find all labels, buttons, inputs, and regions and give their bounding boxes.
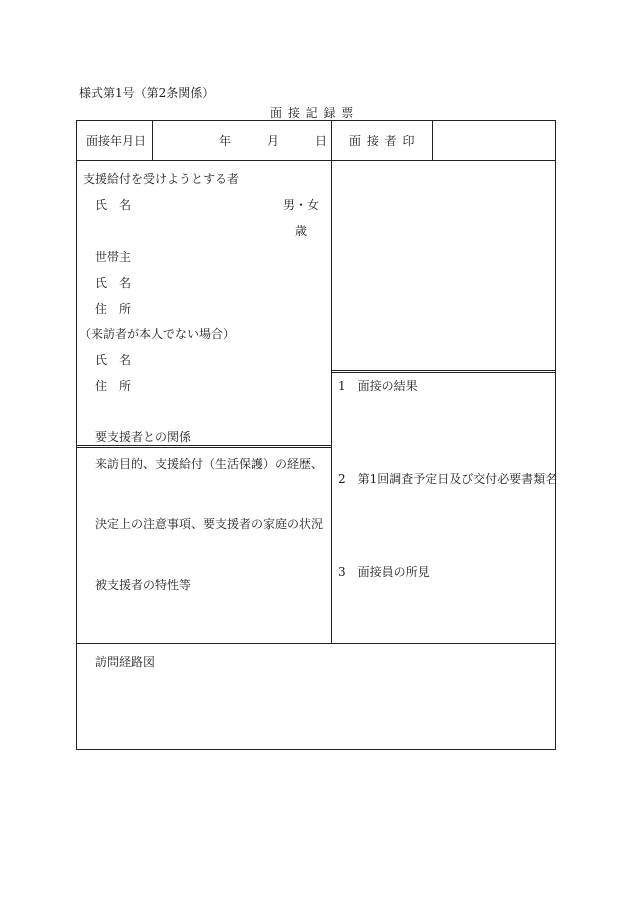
section-interview-result: 1 面接の結果 [338,379,418,393]
header-divider-1 [152,120,153,160]
household-name-label: 氏 名 [95,276,132,290]
year-label: 年 [219,134,232,148]
page-title: 面 接 記 録 票 [270,106,355,120]
applicant-heading: 支援給付を受けようとする者 [83,172,240,186]
purpose-line-1: 来訪目的、支援給付（生活保護）の経歴、 [95,457,324,471]
main-column-divider [331,160,332,643]
route-map-divider [76,643,556,644]
right-section-divider [331,370,556,373]
header-row-divider [76,160,556,161]
left-section-divider [76,445,331,448]
purpose-line-3: 被支援者の特性等 [95,578,192,592]
interviewer-label: 面 接 者 印 [349,134,416,148]
day-label: 日 [315,134,328,148]
visitor-name-label: 氏 名 [95,353,132,367]
route-map-label: 訪問経路図 [95,655,156,669]
household-address-label: 住 所 [95,302,132,316]
section-survey-schedule: 2 第1回調査予定日及び交付必要書類名 [338,472,558,486]
relation-label: 要支援者との関係 [95,430,192,444]
applicant-name-label: 氏 名 [95,198,132,212]
gender-label: 男・女 [283,198,320,212]
date-label: 面接年月日 [86,134,147,148]
visitor-note: （来訪者が本人でない場合） [79,327,236,341]
month-label: 月 [267,134,280,148]
household-head-label: 世帯主 [95,250,132,264]
age-label: 歳 [295,224,308,238]
form-number: 様式第1号（第2条関係） [79,86,215,100]
header-divider-2 [331,120,332,160]
section-interviewer-opinion: 3 面接員の所見 [338,565,430,579]
header-divider-3 [432,120,433,160]
visitor-address-label: 住 所 [95,379,132,393]
purpose-line-2: 決定上の注意事項、要支援者の家庭の状況 [95,517,324,531]
